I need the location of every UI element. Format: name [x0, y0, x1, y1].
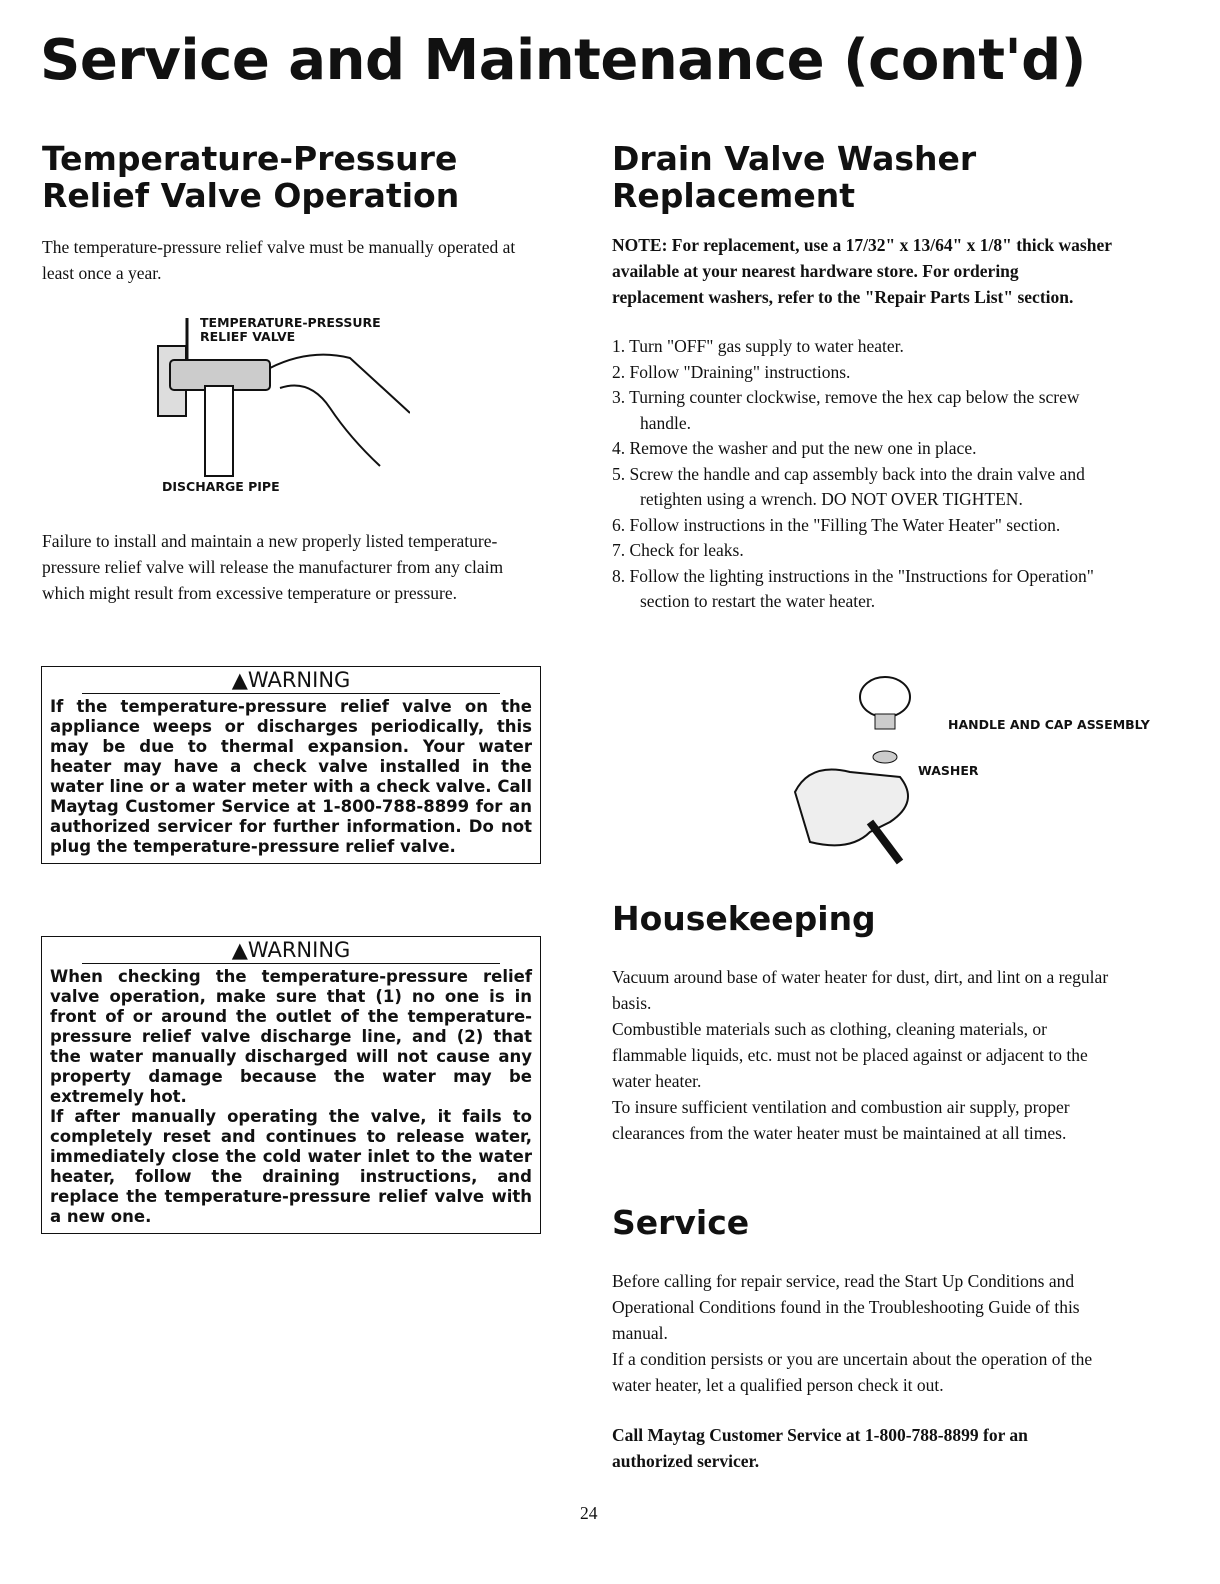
warning-box-1 [41, 666, 541, 864]
step: 4. Remove the washer and put the new one in place. [612, 438, 977, 458]
service-p2: If a condition persists or you are uncertain about the operation of the water heater, let a qualified person check it out. [612, 1349, 1093, 1395]
step: 2. Follow "Draining" instructions. [612, 361, 851, 382]
warning-body: If the temperature-pressure relief valve on the appliance weeps or discharges periodically, this may be due to thermal expansion. Your water heater may have a check valve installed in the water line or a water meter with a check valve. Call Maytag Customer Service at 1-800-788-8899 for an authorized servicer for further information. Do not plug the temperature-pressure relief valve. [50, 697, 532, 856]
step: 5. Screw the handle and cap assembly back into the drain valve and retighten using a wrench. DO NOT OVER TIGHTEN. [612, 463, 1085, 509]
housekeeping-heading: Housekeeping [612, 899, 876, 938]
step: 3. Turning counter clockwise, remove the hex cap below the screw handle. [612, 387, 1080, 433]
warning-title: WARNING [247, 668, 351, 692]
service-call: Call Maytag Customer Service at 1-800-788-8899 for an authorized servicer. [612, 1425, 1028, 1471]
warning-triangle-icon: ▲ [231, 938, 248, 962]
drain-steps [612, 334, 1102, 615]
warning-body-1: When checking the temperature-pressure relief valve operation, make sure that (1) no one is in front of or around the outlet of the temperature-pressure relief valve discharge line, and (2) that the water manually discharged will not cause any property damage because the water may be extremely hot. [50, 967, 532, 1106]
step: 6. Follow instructions in the "Filling The Water Heater" section. [612, 514, 1061, 535]
tpr-heading: Temperature-Pressure Relief Valve Operation [42, 139, 460, 215]
label-washer: WASHER [918, 763, 979, 778]
service-p1: Before calling for repair service, read the Start Up Conditions and Operational Conditions found in the Troubleshooting Guide of this manual. [612, 1271, 1080, 1343]
step: 7. Check for leaks. [612, 540, 744, 560]
housekeeping-p2: Combustible materials such as clothing, cleaning materials, or flammable liquids, etc. must not be placed against or adjacent to the water heater. [612, 1019, 1088, 1091]
tpr-failure-text: Failure to install and maintain a new properly listed temperature-pressure relief valve will release the manufacturer from any claim which might result from excessive temperature or pressure. [42, 531, 504, 603]
warning-box-2 [41, 936, 541, 1234]
warning-triangle-icon: ▲ [231, 668, 248, 692]
drain-note: NOTE: For replacement, use a 17/32" x 13/64" x 1/8" thick washer available at your nearest hardware store. For ordering replacement washers, refer to the "Repair Parts List" section. [612, 235, 1112, 307]
housekeeping-p3: To insure sufficient ventilation and combustion air supply, proper clearances from the water heater must be maintained at all times. [612, 1097, 1070, 1143]
step: 8. Follow the lighting instructions in the "Instructions for Operation" section to restart the water heater. [612, 565, 1094, 611]
step: 1. Turn "OFF" gas supply to water heater. [612, 336, 904, 356]
page-number: 24 [580, 1503, 598, 1523]
tpr-intro: The temperature-pressure relief valve must be manually operated at least once a year. [42, 237, 516, 283]
label-discharge-pipe: DISCHARGE PIPE [162, 479, 280, 494]
service-heading: Service [612, 1203, 750, 1242]
warning-title: WARNING [247, 938, 351, 962]
page-title: Service and Maintenance (cont'd) [40, 28, 1086, 93]
label-handle-cap: HANDLE AND CAP ASSEMBLY [948, 717, 1150, 732]
drain-heading: Drain Valve Washer Replacement [612, 139, 977, 215]
warning-body-2: If after manually operating the valve, it fails to completely reset and continues to release water, immediately close the cold water inlet to the water heater, follow the draining instructions, and replace the temperature-pressure relief valve with a new one. [50, 1107, 532, 1226]
label-relief-valve: TEMPERATURE-PRESSURE RELIEF VALVE [200, 315, 381, 344]
housekeeping-p1: Vacuum around base of water heater for dust, dirt, and lint on a regular basis. [612, 967, 1109, 1013]
